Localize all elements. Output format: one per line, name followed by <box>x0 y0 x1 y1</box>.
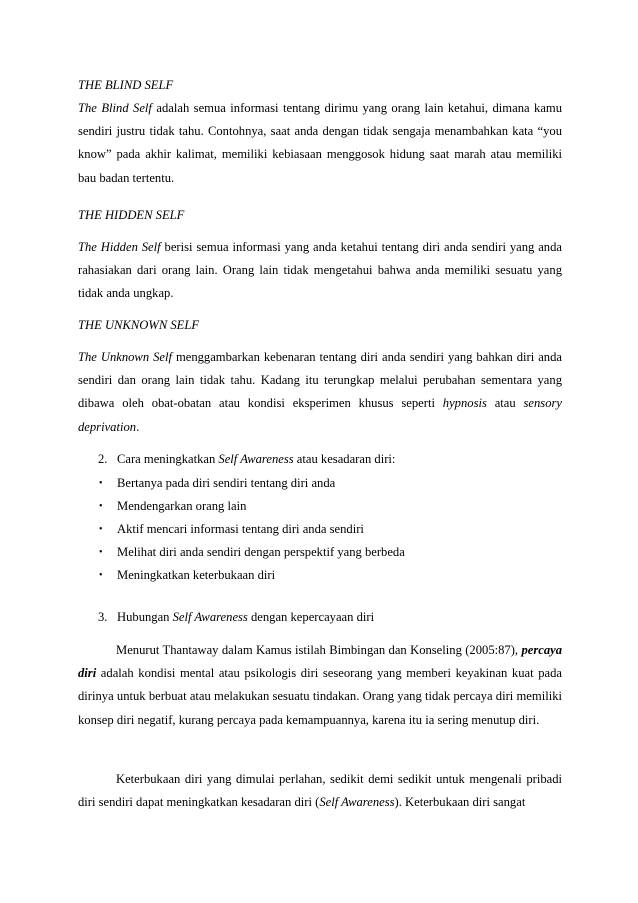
section-3-heading <box>98 610 374 625</box>
percaya-diri-term: percaya diri <box>78 643 562 681</box>
hypnosis-term: hypnosis <box>442 396 487 411</box>
thantaway-paragraph <box>78 639 562 732</box>
section-3-term: Self Awareness <box>172 610 248 624</box>
sensory-deprivation-term: sensory deprivation <box>78 396 562 434</box>
list-item <box>99 522 364 537</box>
keterbukaan-paragraph <box>78 768 562 814</box>
unknown-self-heading: THE UNKNOWN SELF <box>78 318 200 332</box>
hidden-self-heading: THE HIDDEN SELF <box>78 208 185 222</box>
list-item <box>99 568 275 583</box>
hidden-self-text: berisi semua informasi yang anda ketahui tentang diri anda sendiri yang anda rahasiakan dari orang lain. Orang lain tidak mengetahui bahwa anda memiliki sesuatu yang tidak anda ungkap. <box>78 240 562 301</box>
list-item-text: Mendengarkan orang lain <box>117 499 247 513</box>
list-item-text: Melihat diri anda sendiri dengan perspektif yang berbeda <box>117 545 405 559</box>
blind-self-term: The Blind Self <box>78 101 152 115</box>
section-2-post: atau kesadaran diri: <box>293 452 396 466</box>
unknown-self-term: The Unknown Self <box>78 350 172 364</box>
bullet-icon: • <box>99 478 103 489</box>
section-2-number: 2. <box>98 452 108 466</box>
hidden-self-term: The Hidden Self <box>78 240 161 254</box>
hidden-self-paragraph <box>78 236 562 306</box>
keterbukaan-text-2: ). Keterbukaan diri sangat <box>394 795 526 810</box>
unknown-self-text-3: . <box>136 419 140 434</box>
thantaway-text-2: adalah kondisi mental atau psikologis diri seseorang yang memberi keyakinan kuat pada dirinya untuk berbuat atau melakukan sesuatu tindakan. Orang yang tidak percaya diri memiliki konsep diri negatif, kurang percaya pada kemampuannya, karena itu ia sering menutup diri. <box>78 666 562 727</box>
blind-self-paragraph <box>78 97 562 190</box>
keterbukaan-text: Keterbukaan diri yang dimulai perlahan, sedikit demi sedikit untuk mengenali pribadi diri sendiri dapat meningkatkan kesadaran diri ( <box>78 772 562 810</box>
section-3-post: dengan kepercayaan diri <box>247 610 375 624</box>
list-item-text: Aktif mencari informasi tentang diri anda sendiri <box>117 522 364 536</box>
bullet-icon: • <box>99 547 103 558</box>
section-3-number: 3. <box>98 610 108 624</box>
self-awareness-term: Self Awareness <box>319 795 395 810</box>
unknown-self-text-2: atau <box>486 396 524 411</box>
unknown-self-paragraph <box>78 346 562 439</box>
list-item <box>99 545 405 560</box>
section-2-term: Self Awareness <box>218 452 294 466</box>
list-item <box>99 476 335 491</box>
list-item <box>99 499 246 514</box>
blind-self-heading: THE BLIND SELF <box>78 78 174 92</box>
bullet-icon: • <box>99 524 103 535</box>
bullet-icon: • <box>99 501 103 512</box>
section-3-pre: Hubungan <box>117 610 173 624</box>
section-2-pre: Cara meningkatkan <box>117 452 219 466</box>
bullet-icon: • <box>99 570 103 581</box>
list-item-text: Meningkatkan keterbukaan diri <box>117 568 276 582</box>
unknown-self-text: menggambarkan kebenaran tentang diri anda sendiri yang bahkan diri anda sendiri dan orang lain tidak tahu. Kadang itu terungkap melalui perubahan sementara yang dibawa oleh obat-obatan atau kondisi eksperimen khusus seperti <box>78 350 562 411</box>
list-item-text: Bertanya pada diri sendiri tentang diri anda <box>117 476 336 490</box>
blind-self-text: adalah semua informasi tentang dirimu yang orang lain ketahui, dimana kamu sendiri justru tidak tahu. Contohnya, saat anda dengan tidak sengaja menambahkan kata “you know” pada akhir kalimat, memiliki kebiasaan menggosok hidung saat marah atau memiliki bau badan tertentu. <box>78 101 562 185</box>
thantaway-text: Menurut Thantaway dalam Kamus istilah Bimbingan dan Konseling (2005:87), <box>116 643 522 657</box>
section-2-heading <box>98 452 395 467</box>
